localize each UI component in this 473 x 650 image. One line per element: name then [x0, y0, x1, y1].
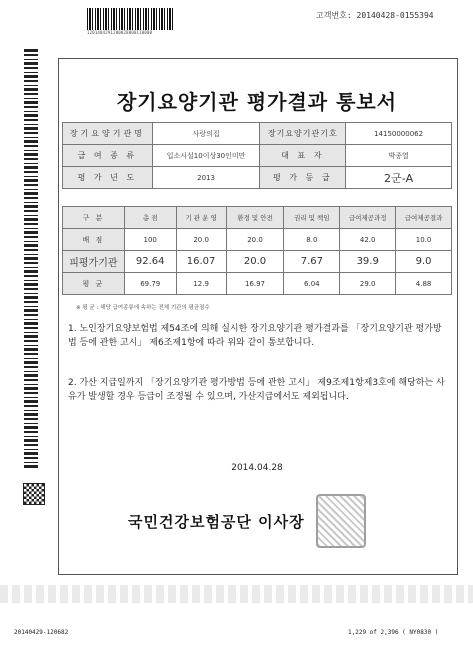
receipt-number: 고객번호: 20140428-0155394	[316, 11, 434, 20]
issue-date: 2014.04.28	[231, 463, 283, 473]
issuer-name: 국민건강보험공단 이사장	[128, 513, 305, 531]
scan-strip	[0, 585, 473, 603]
table-cell: 4.88	[396, 273, 452, 295]
table-cell: 69.79	[124, 273, 176, 295]
info-row	[63, 167, 452, 189]
table-cell: 100	[124, 229, 176, 251]
table-cell: 29.0	[340, 273, 396, 295]
official-seal	[316, 494, 366, 548]
paragraph-2: 2. 가산 지급일까지 「장기요양기관 평가방법 등에 관한 고시」 제9조제1항제3호에 해당하는 사유가 발생할 경우 등급이 조정될 수 있으며, 가산지급에서도 제외됩니다.	[68, 378, 445, 402]
side-barcode	[24, 48, 38, 468]
score-header-row	[63, 207, 452, 229]
column-header: 환경 및 안전	[226, 207, 284, 229]
info-label: 급 여 종 류	[63, 145, 153, 167]
info-value: 14150000062	[346, 123, 452, 145]
info-label: 대 표 자	[260, 145, 346, 167]
column-header: 급여제공과정	[340, 207, 396, 229]
table-cell: 16.97	[226, 273, 284, 295]
table-row	[63, 273, 452, 295]
table-cell: 9.0	[396, 251, 452, 273]
info-row	[63, 145, 452, 167]
row-label: 평 균	[63, 273, 125, 295]
info-row	[63, 123, 452, 145]
table-cell: 20.0	[226, 229, 284, 251]
table-cell: 92.64	[124, 251, 176, 273]
column-header: 기 관 운 영	[176, 207, 226, 229]
table-cell: 20.0	[226, 251, 284, 273]
table-cell: 7.67	[284, 251, 340, 273]
column-header: 급여제공결과	[396, 207, 452, 229]
table-row	[63, 251, 452, 273]
score-table	[62, 206, 452, 295]
footer-id: 20140429-120682	[14, 629, 69, 636]
qr-code-icon	[23, 483, 45, 505]
column-header: 총 점	[124, 207, 176, 229]
footnote: ※ 평 균 : 해당 급여종류에 속하는 전체 기관의 평균점수	[76, 305, 210, 311]
table-cell: 20.0	[176, 229, 226, 251]
table-cell: 8.0	[284, 229, 340, 251]
info-label: 평 가 년 도	[63, 167, 153, 189]
info-value: 박종열	[346, 145, 452, 167]
row-label: 배 점	[63, 229, 125, 251]
info-label: 장기요양기관기호	[260, 123, 346, 145]
info-label: 장기요양기관명	[63, 123, 153, 145]
institution-info-table	[62, 122, 452, 189]
column-header: 구 분	[63, 207, 125, 229]
barcode-number: 1201404291200828000110000	[87, 30, 153, 35]
column-header: 권리 및 책임	[284, 207, 340, 229]
table-cell: 39.9	[340, 251, 396, 273]
info-value: 2013	[152, 167, 260, 189]
table-cell: 10.0	[396, 229, 452, 251]
info-label: 평 가 등 급	[260, 167, 346, 189]
grade-value: 2군-A	[346, 167, 452, 189]
info-value: 입소시설10이상30인미만	[152, 145, 260, 167]
table-cell: 42.0	[340, 229, 396, 251]
barcode	[87, 8, 175, 30]
page-title: 장기요양기관 평가결과 통보서	[116, 90, 398, 114]
info-value: 사랑의집	[152, 123, 260, 145]
footer-page: 1,229 of 2,396 ( NY0830 )	[348, 629, 439, 636]
table-cell: 12.9	[176, 273, 226, 295]
table-row	[63, 229, 452, 251]
paragraph-1: 1. 노인장기요양보험법 제54조에 의해 실시한 장기요양기관 평가결과를 「장기요양기관 평가방법 등에 관한 고시」 제6조제1항에 따라 위와 같이 통보합니다.	[68, 324, 442, 348]
table-cell: 16.07	[176, 251, 226, 273]
row-label: 피평가기관	[63, 251, 125, 273]
table-cell: 6.04	[284, 273, 340, 295]
